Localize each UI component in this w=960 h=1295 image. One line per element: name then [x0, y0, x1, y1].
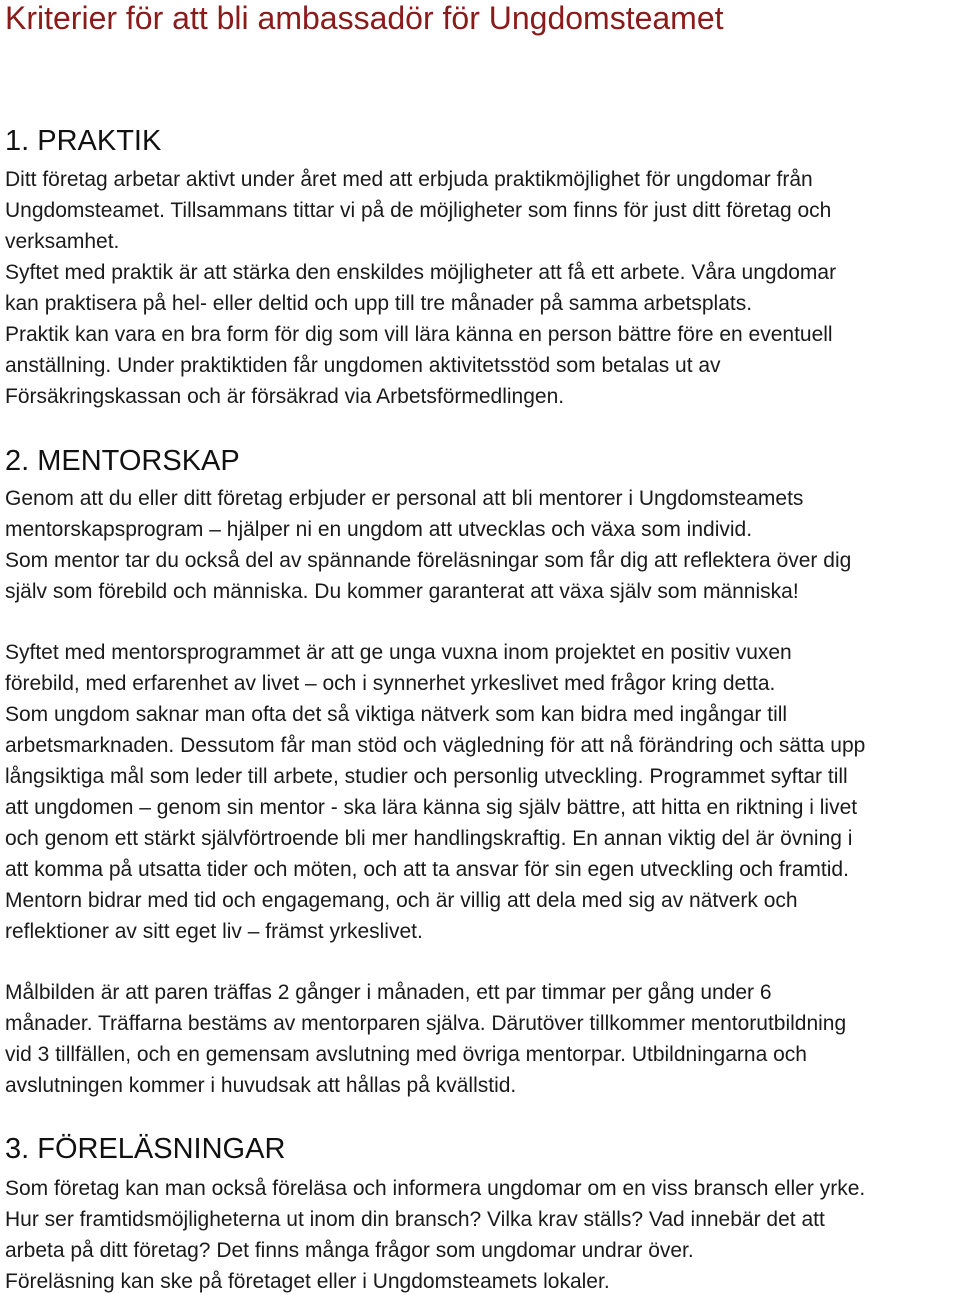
paragraph-line: Som ungdom saknar man ofta det så viktiga nätverk som kan bidra med ingångar till	[5, 703, 788, 726]
document-title: Kriterier för att bli ambassadör för Ungdomsteamet	[5, 0, 724, 36]
paragraph-line: Målbilden är att paren träffas 2 gånger i månaden, ett par timmar per gång under 6	[5, 981, 772, 1004]
section-heading-praktik: 1. PRAKTIK	[5, 125, 162, 157]
paragraph-line: arbetsmarknaden. Dessutom får man stöd och vägledning för att nå förändring och sätta upp	[5, 734, 866, 757]
paragraph-line: att ungdomen – genom sin mentor - ska lära känna sig själv bättre, att hitta en riktning i livet	[5, 796, 858, 819]
section-heading-mentorskap: 2. MENTORSKAP	[5, 445, 240, 477]
paragraph-line: Som mentor tar du också del av spännande föreläsningar som får dig att reflektera över dig	[5, 549, 852, 572]
paragraph-line: och genom ett stärkt självförtroende bli mer handlingskraftig. En annan viktig del är övning i	[5, 827, 853, 850]
paragraph-line: arbeta på ditt företag? Det finns många frågor som ungdomar undrar över.	[5, 1239, 694, 1262]
paragraph-line: att komma på utsatta tider och möten, och att ta ansvar för sin egen utveckling och framtid.	[5, 858, 849, 881]
paragraph-line: anställning. Under praktiktiden får ungdomen aktivitetsstöd som betalas ut av	[5, 354, 721, 377]
paragraph-line: Syftet med mentorsprogrammet är att ge unga vuxna inom projektet en positiv vuxen	[5, 641, 792, 664]
section-heading-forelasningar: 3. FÖRELÄSNINGAR	[5, 1133, 286, 1165]
paragraph-line: reflektioner av sitt eget liv – främst yrkeslivet.	[5, 920, 423, 943]
paragraph-line: vid 3 tillfällen, och en gemensam avslutning med övriga mentorpar. Utbildningarna och	[5, 1043, 807, 1066]
paragraph-line: avslutningen kommer i huvudsak att hållas på kvällstid.	[5, 1074, 517, 1097]
paragraph-line: Ungdomsteamet. Tillsammans tittar vi på de möjligheter som finns för just ditt företag och	[5, 199, 832, 222]
paragraph-line: Ditt företag arbetar aktivt under året med att erbjuda praktikmöjlighet för ungdomar från	[5, 168, 813, 191]
paragraph-line: Försäkringskassan och är försäkrad via Arbetsförmedlingen.	[5, 385, 565, 408]
paragraph-line: Syftet med praktik är att stärka den enskildes möjligheter att få ett arbete. Våra ungdomar	[5, 261, 837, 284]
paragraph-line: Genom att du eller ditt företag erbjuder er personal att bli mentorer i Ungdomsteamets	[5, 487, 804, 510]
paragraph-line: Mentorn bidrar med tid och engagemang, och är villig att dela med sig av nätverk och	[5, 889, 798, 912]
paragraph-line: mentorskapsprogram – hjälper ni en ungdom att utvecklas och växa som individ.	[5, 518, 753, 541]
paragraph-line: kan praktisera på hel- eller deltid och upp till tre månader på samma arbetsplats.	[5, 292, 753, 315]
paragraph-line: långsiktiga mål som leder till arbete, studier och personlig utveckling. Programmet syftar till	[5, 765, 848, 788]
paragraph-line: Som företag kan man också föreläsa och informera ungdomar om en viss bransch eller yrke.	[5, 1177, 866, 1200]
paragraph-line: själv som förebild och människa. Du kommer garanterat att växa själv som människa!	[5, 580, 799, 603]
paragraph-line: förebild, med erfarenhet av livet – och i synnerhet yrkeslivet med frågor kring detta.	[5, 672, 776, 695]
paragraph-line: Praktik kan vara en bra form för dig som vill lära känna en person bättre före en eventuell	[5, 323, 833, 346]
paragraph-line: Föreläsning kan ske på företaget eller i Ungdomsteamets lokaler.	[5, 1270, 610, 1293]
paragraph-line: verksamhet.	[5, 230, 120, 253]
paragraph-line: Hur ser framtidsmöjligheterna ut inom din bransch? Vilka krav ställs? Vad innebär det att	[5, 1208, 825, 1231]
paragraph-line: månader. Träffarna bestäms av mentorparen själva. Därutöver tillkommer mentorutbildning	[5, 1012, 847, 1035]
